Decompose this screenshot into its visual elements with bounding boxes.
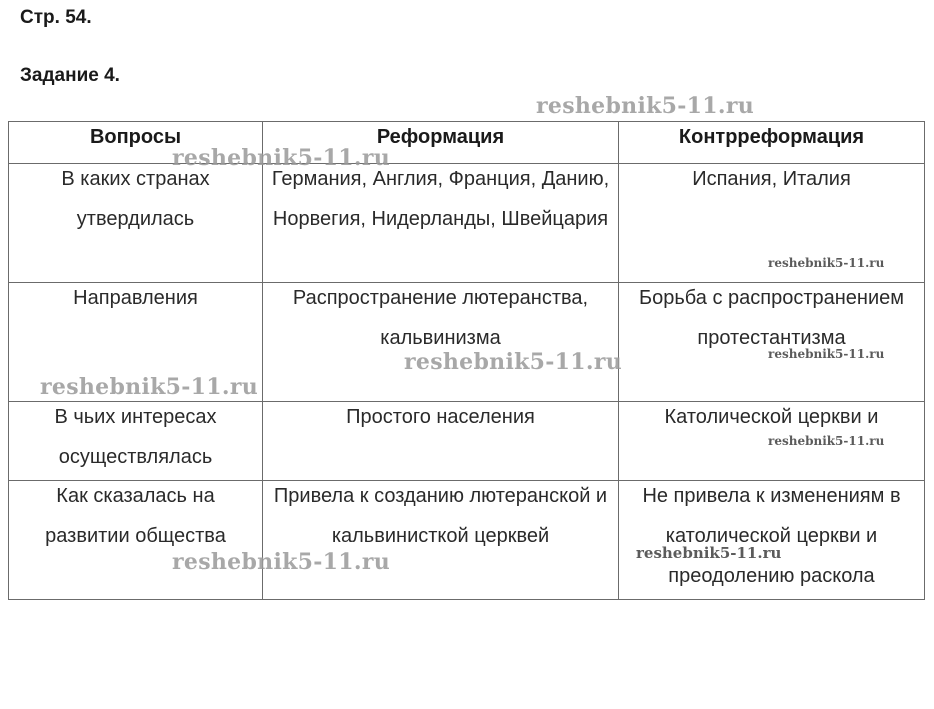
column-header-reformation: Реформация <box>263 122 619 164</box>
counter-reformation-cell <box>619 481 925 600</box>
watermark: reshebnik5-11.ru <box>404 349 623 375</box>
question-cell <box>9 283 263 402</box>
watermark: reshebnik5-11.ru <box>536 93 755 119</box>
question-cell <box>9 481 263 600</box>
table-row <box>9 481 925 600</box>
reformation-text: Простого населения <box>346 406 535 428</box>
watermark: reshebnik5-11.ru <box>768 434 885 448</box>
counter-reformation-text: Испания, Италия <box>692 168 851 190</box>
reformation-cell <box>263 283 619 402</box>
reformation-text: Распространение лютеранства, кальвинизма <box>292 287 589 349</box>
reformation-cell <box>263 164 619 283</box>
table-row <box>9 283 925 402</box>
table-header-row <box>9 122 925 164</box>
reformation-text: Привела к созданию лютеранской и кальвинисткой церквей <box>273 485 608 547</box>
counter-reformation-text: Борьба с распространением протестантизма <box>638 287 904 349</box>
reformation-cell <box>263 402 619 481</box>
question-text: В чьих интересах осуществлялась <box>54 406 217 468</box>
column-header-questions: Вопросы <box>9 122 263 164</box>
answer-table <box>8 121 925 600</box>
task-title: Задание 4. <box>20 65 120 86</box>
watermark: reshebnik5-11.ru <box>636 544 782 562</box>
watermark: reshebnik5-11.ru <box>768 256 885 270</box>
reformation-text: Германия, Англия, Франция, Данию, Норвегия, Нидерланды, Швейцария <box>271 168 610 230</box>
watermark: reshebnik5-11.ru <box>768 347 885 361</box>
reformation-cell <box>263 481 619 600</box>
counter-reformation-cell <box>619 283 925 402</box>
counter-reformation-cell <box>619 402 925 481</box>
watermark: reshebnik5-11.ru <box>172 145 391 171</box>
question-text: В каких странах утвердилась <box>61 168 210 230</box>
table-row <box>9 164 925 283</box>
page-number-label: Стр. 54. <box>20 7 92 28</box>
table-row <box>9 402 925 481</box>
watermark: reshebnik5-11.ru <box>172 549 391 575</box>
question-text: Как сказалась на развитии общества <box>45 485 226 547</box>
counter-reformation-cell <box>619 164 925 283</box>
counter-reformation-text: Католической церкви и <box>664 406 879 428</box>
counter-reformation-text: Не привела к изменениям в католической церкви и преодолению раскола <box>642 485 901 587</box>
column-header-counter-reformation: Контрреформация <box>619 122 925 164</box>
question-cell <box>9 402 263 481</box>
watermark: reshebnik5-11.ru <box>40 374 259 400</box>
question-text: Направления <box>73 287 198 309</box>
question-cell <box>9 164 263 283</box>
